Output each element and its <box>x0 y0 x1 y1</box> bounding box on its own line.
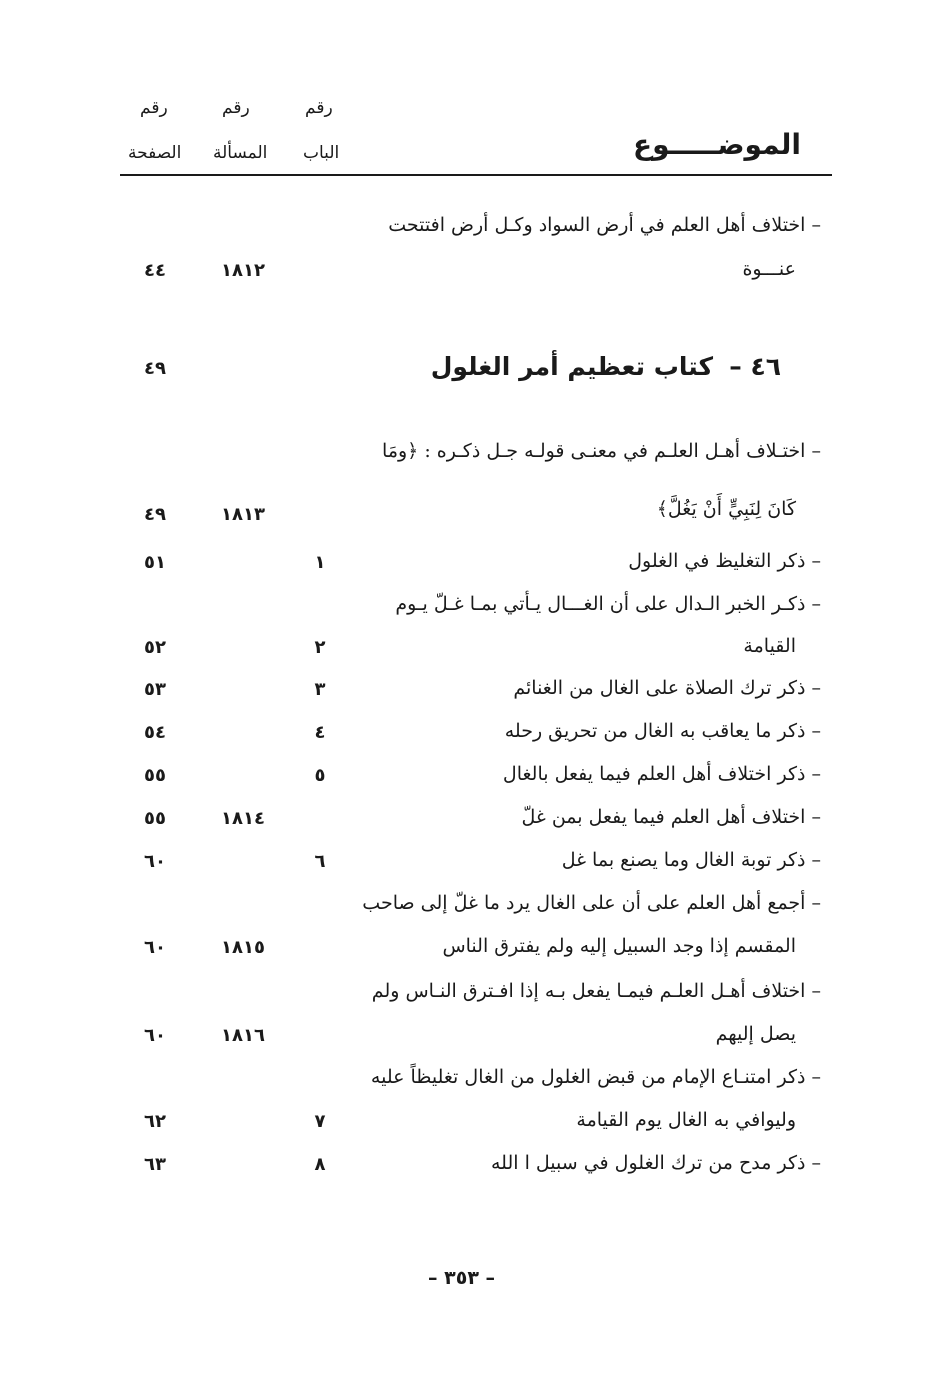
entry-line: عنـــوة <box>742 258 796 280</box>
entry-line: – أجمع أهل العلم على أن على الغال يرد ما غلّ إلى صاحب <box>362 892 821 914</box>
issue-number: ١٨١٢ <box>221 260 265 281</box>
chapter-number: ٢ <box>314 637 326 658</box>
chapter-number: ٤ <box>314 722 326 743</box>
issue-number: ١٨١٦ <box>221 1025 265 1046</box>
header-col-page: الصفحة <box>128 143 182 163</box>
entry-line: – ذكر ما يعاقب به الغال من تحريق رحله <box>504 720 821 742</box>
chapter-number: ١ <box>314 552 326 573</box>
chapter-number: ٨ <box>314 1154 326 1175</box>
page-number: ٤٤ <box>144 260 166 281</box>
chapter-number: ٦ <box>314 851 326 872</box>
entry-line: – ذكر امتنـاع الإمام من قبض الغلول من الغال تغليظاً عليه <box>370 1066 821 1088</box>
page-number: ٤٩ <box>144 504 166 525</box>
entry-line: – اختلاف أهل العلم في أرض السواد وكـل أرض افتتحت <box>388 214 821 236</box>
page-number: ٥١ <box>144 552 166 573</box>
page-number: ٥٥ <box>144 765 166 786</box>
issue-number: ١٨١٥ <box>221 937 265 958</box>
page-number: ٥٣ <box>144 679 166 700</box>
chapter-number: ٧ <box>314 1111 326 1132</box>
entry-line: – اختلاف أهـل العلـم فيمـا يفعل بـه إذا افـترق النـاس ولم <box>371 980 821 1002</box>
chapter-number: ٣ <box>314 679 326 700</box>
entry-line: – ذكر التغليظ في الغلول <box>628 550 821 572</box>
entry-line: – ذكر ترك الصلاة على الغال من الغنائم <box>513 677 821 699</box>
header-raqm-page: رقم <box>140 98 168 118</box>
header-col-issue: المسألة <box>213 143 268 163</box>
chapter-number: ٥ <box>314 765 326 786</box>
entry-line: – اختلاف أهل العلم فيما يفعل بمن غلّ <box>521 806 821 828</box>
header-raqm-issue: رقم <box>222 98 250 118</box>
entry-line: – ذكر مدح من ترك الغلول في سبيل ا الله <box>491 1152 821 1174</box>
entry-line: كَانَ لِنَبِيٍّ أَنْ يَغُلَّ﴾ <box>656 498 796 520</box>
page-number: ٤٩ <box>144 358 166 379</box>
header-divider <box>120 174 832 176</box>
page-number: ٦٣ <box>144 1154 166 1175</box>
page-number: ٦٠ <box>144 937 166 958</box>
entry-line: القيامة <box>743 635 796 657</box>
header-raqm-chapter: رقم <box>305 98 333 118</box>
entry-line: وليوافي به الغال يوم القيامة <box>576 1109 796 1131</box>
entry-line: – ذكـر الخبر الـدال على أن الغـــال يـأتي بمـا غـلّ يـوم <box>395 593 821 615</box>
page-number: ٥٢ <box>144 637 166 658</box>
page-number: ٦٠ <box>144 1025 166 1046</box>
entry-line: يصل إليهم <box>715 1023 796 1045</box>
chapter-number: ٤٦ – <box>729 352 781 381</box>
issue-number: ١٨١٣ <box>221 504 265 525</box>
entry-line: – ذكر توبة الغال وما يصنع بما غل <box>561 849 821 871</box>
footer-page-number: – ٣٥٣ – <box>428 1267 496 1289</box>
entry-line: – ذكر اختلاف أهل العلم فيما يفعل بالغال <box>502 763 821 785</box>
page-number: ٥٤ <box>144 722 166 743</box>
page-number: ٦٢ <box>144 1111 166 1132</box>
header-col-chapter: الباب <box>303 143 340 163</box>
header-topic: الموضـــــوع <box>632 128 801 161</box>
chapter-title: كتاب تعظيم أمر الغلول <box>430 352 713 381</box>
page-number: ٥٥ <box>144 808 166 829</box>
issue-number: ١٨١٤ <box>221 808 265 829</box>
entry-line: – اختـلاف أهـل العلـم في معنـى قولـه جـل ذكـره : ﴿ومَا <box>382 440 821 462</box>
entry-line: المقسم إذا وجد السبيل إليه ولم يفترق الناس <box>442 935 796 957</box>
page-number: ٦٠ <box>144 851 166 872</box>
